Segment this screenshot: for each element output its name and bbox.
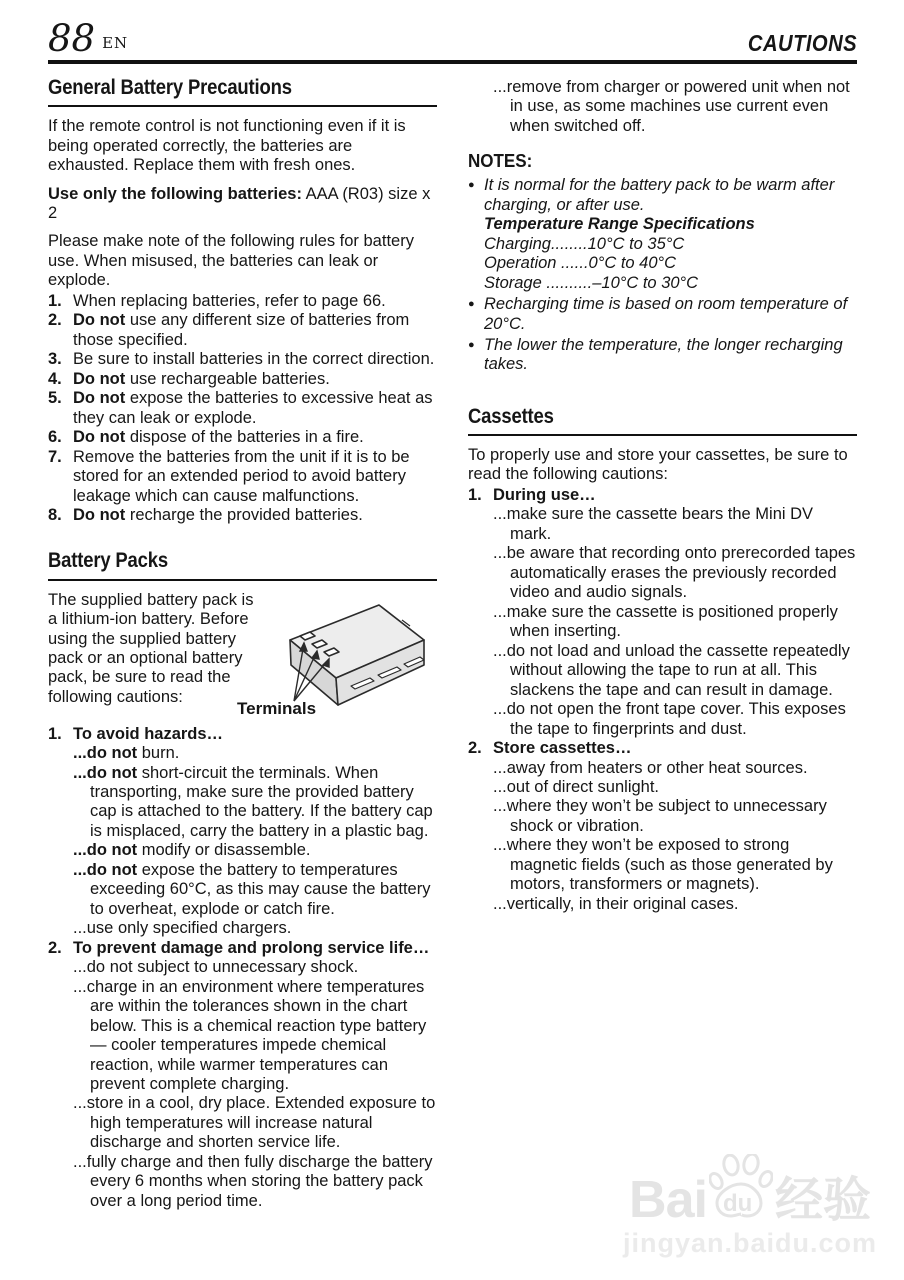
sub-item <box>73 764 437 842</box>
left-column <box>48 76 437 1211</box>
item-text <box>73 370 437 389</box>
item-text <box>73 448 437 506</box>
sub-item: ...away from heaters or other heat sources. <box>493 758 808 777</box>
list-item <box>48 448 437 506</box>
bold-run: Use only the following batteries: <box>48 184 302 203</box>
bold-run: ...do not <box>73 763 138 782</box>
text-run: recharge the provided batteries. <box>125 506 363 524</box>
item-number: 2. <box>48 311 62 330</box>
note-text: It is normal for the battery pack to be warm after charging, or after use. <box>484 176 835 214</box>
baidu-logo <box>600 1154 900 1230</box>
list-item <box>48 389 437 428</box>
section-heading-rule <box>48 105 437 107</box>
sub-item: ...make sure the cassette bears the Mini DV mark. <box>493 505 814 543</box>
baidu-logo-du: du <box>722 1190 753 1218</box>
text-run: use rechargeable batteries. <box>125 369 330 388</box>
item-number: 1. <box>48 291 62 310</box>
baidu-watermark-url: jingyan.baidu.com <box>622 1228 878 1259</box>
page-number: 88 <box>48 17 96 60</box>
text-run: dispose of the batteries in a fire. <box>125 428 364 447</box>
text-run: ...fully charge and then fully discharge the battery every 6 months when storing the battery pack over a long period time. <box>73 1152 433 1210</box>
list-item-header <box>48 939 437 958</box>
note-body <box>484 176 857 293</box>
item-number: 1. <box>468 485 482 504</box>
list-item-header <box>468 486 857 505</box>
section-cassettes <box>468 405 857 914</box>
page-title: CAUTIONS <box>747 29 857 56</box>
sub-item: ...where they won’t be subject to unnecessary shock or vibration. <box>493 797 827 835</box>
item-number: 2. <box>48 938 62 957</box>
item-number: 1. <box>48 724 62 743</box>
list-item-header <box>48 725 437 744</box>
right-column <box>468 76 857 1211</box>
sub-item-list <box>493 505 857 739</box>
text-run: ...use only specified chargers. <box>73 919 292 938</box>
text-run: expose the battery to temperatures exceeding 60°C, as this may cause the battery to overheat, explode or catch fire. <box>90 860 431 918</box>
page-header <box>48 17 857 60</box>
bold-run: Do not <box>73 506 126 524</box>
sub-item <box>73 744 437 763</box>
bold-run: ...do not <box>73 744 138 763</box>
notes-heading: NOTES: <box>468 150 533 172</box>
section-heading: General Battery Precautions <box>48 76 292 99</box>
sub-item: ...do not open the front tape cover. This exposes the tape to fingerprints and dust. <box>493 700 846 738</box>
note-item <box>468 176 857 293</box>
battery-pack-intro-row <box>48 591 437 723</box>
sub-item <box>73 958 437 977</box>
bold-run: ...do not <box>73 841 138 860</box>
sub-item: ...make sure the cassette is positioned properly when inserting. <box>493 602 838 641</box>
item-title: To prevent damage and prolong service life… <box>73 938 430 957</box>
spec-line: Storage ..........–10°C to 30°C <box>484 273 699 292</box>
spec-line: Operation ......0°C to 40°C <box>484 254 677 273</box>
list-item <box>48 506 437 525</box>
note-text: The lower the temperature, the longer recharging takes. <box>484 335 843 374</box>
item-text <box>73 350 437 369</box>
item-number: 2. <box>468 739 482 758</box>
text-run: modify or disassemble. <box>137 841 311 860</box>
section-heading-rule <box>48 579 437 581</box>
section-battery-packs <box>48 549 437 1211</box>
list-item <box>48 292 437 311</box>
item-text <box>73 292 437 311</box>
sub-item <box>73 841 437 860</box>
item-number: 6. <box>48 428 62 447</box>
sub-item: ...where they won’t be exposed to strong magnetic fields (such as those generated by motors, transformers or magnets). <box>493 836 833 894</box>
sub-item: ...remove from charger or powered unit when not in use, as some machines use current even when switched off. <box>493 78 850 135</box>
paragraph: The supplied battery pack is a lithium-ion battery. Before using the supplied battery pack or an optional battery pack, be sure to read the following cautions: <box>48 590 254 706</box>
item-text <box>73 506 437 525</box>
sub-item <box>73 861 437 919</box>
section-general-battery-precautions <box>48 76 437 525</box>
paragraph: To properly use and store your cassettes, be sure to read the following cautions: <box>468 446 848 484</box>
sub-item-list <box>73 958 437 1211</box>
bold-run: Do not <box>73 428 126 447</box>
section-heading-rule <box>468 434 857 436</box>
section-heading: Battery Packs <box>48 549 168 573</box>
text-run: Be sure to install batteries in the correct direction. <box>73 350 435 369</box>
text-run: ...do not subject to unnecessary shock. <box>73 958 359 977</box>
terminals-label: Terminals <box>237 698 317 718</box>
sub-item <box>73 978 437 1095</box>
paragraph: Please make note of the following rules for battery use. When misused, the batteries can leak or explode. <box>48 232 414 290</box>
list-item <box>48 350 437 369</box>
item-number: 5. <box>48 389 62 408</box>
item-title: Store cassettes… <box>493 739 632 758</box>
note-item <box>468 295 857 334</box>
page-number-group <box>48 17 129 60</box>
sub-item <box>73 1094 437 1152</box>
sub-item-list <box>73 744 437 939</box>
sub-item: ...do not load and unload the cassette repeatedly without allowing the tape to run at all. This slackens the tape and can result in damage. <box>493 641 850 699</box>
bold-run: Do not <box>73 369 126 388</box>
paragraph <box>48 185 437 224</box>
text-run: expose the batteries to excessive heat as they can leak or explode. <box>73 389 433 427</box>
header-rule <box>48 60 857 64</box>
baidu-watermark <box>600 1154 900 1260</box>
item-number: 7. <box>48 447 62 466</box>
two-column-layout <box>48 76 857 1211</box>
bullet-icon: ● <box>468 338 475 351</box>
item-number: 4. <box>48 369 62 388</box>
sub-item <box>73 1153 437 1211</box>
text-run: Remove the batteries from the unit if it is to be stored for an extended period to avoid battery leakage which can cause malfunctions. <box>73 447 410 505</box>
list-item <box>48 370 437 389</box>
bullet-icon: ● <box>468 179 475 192</box>
text-run: burn. <box>137 744 180 763</box>
bold-run: ...do not <box>73 860 138 879</box>
list-item <box>48 311 437 350</box>
item-title: To avoid hazards… <box>73 724 224 743</box>
item-title: During use… <box>493 485 596 504</box>
text-run: ...store in a cool, dry place. Extended exposure to high temperatures will increase natural discharge and shorten service life. <box>73 1094 436 1152</box>
continued-sub-item-list <box>493 78 857 136</box>
list-item <box>48 428 437 447</box>
bold-run: Do not <box>73 389 126 408</box>
item-text <box>73 428 437 447</box>
sub-item <box>73 919 437 938</box>
text-run: use any different size of batteries from those specified. <box>73 311 410 349</box>
sub-item: ...be aware that recording onto prerecorded tapes automatically erases the previously recorded video and audio signals. <box>493 544 856 602</box>
baidu-paw-icon <box>709 1154 773 1224</box>
item-text <box>73 389 437 428</box>
bold-run: Do not <box>73 311 126 330</box>
baidu-logo-jingyan: 经验 <box>774 1172 871 1229</box>
bullet-icon: ● <box>468 298 475 311</box>
text-run: short-circuit the terminals. When transporting, make sure the provided battery cap is attached to the battery. If the battery cap is misplaced, carry the battery in a plastic bag. <box>90 763 433 840</box>
item-number: 8. <box>48 506 62 524</box>
section-heading: Cassettes <box>468 404 554 428</box>
note-item <box>468 336 857 375</box>
sub-item: ...vertically, in their original cases. <box>493 894 739 913</box>
list-item-header <box>468 739 857 758</box>
text-run: ...charge in an environment where temperatures are within the tolerances shown in the chart below. This is a chemical reaction type battery — cooler temperatures impede chemical reaction, while warmer temperatures can prevent complete charging. <box>73 977 427 1093</box>
battery-pack-figure <box>237 591 437 723</box>
spec-title: Temperature Range Specifications <box>484 215 755 234</box>
spec-line: Charging........10°C to 35°C <box>484 234 685 253</box>
item-text <box>73 311 437 350</box>
text-run: When replacing batteries, refer to page 66. <box>73 291 386 310</box>
note-text: Recharging time is based on room temperature of 20°C. <box>484 295 848 333</box>
baidu-logo-bai: Bai <box>629 1171 707 1230</box>
item-number: 3. <box>48 350 62 369</box>
paragraph: If the remote control is not functioning even if it is being operated correctly, the batteries are exhausted. Replace them with fresh ones. <box>48 117 406 175</box>
text-run: AAA (R03) size x 2 <box>48 184 431 222</box>
sub-item-list <box>493 759 857 915</box>
page-language: EN <box>102 34 129 52</box>
sub-item: ...out of direct sunlight. <box>493 777 660 796</box>
